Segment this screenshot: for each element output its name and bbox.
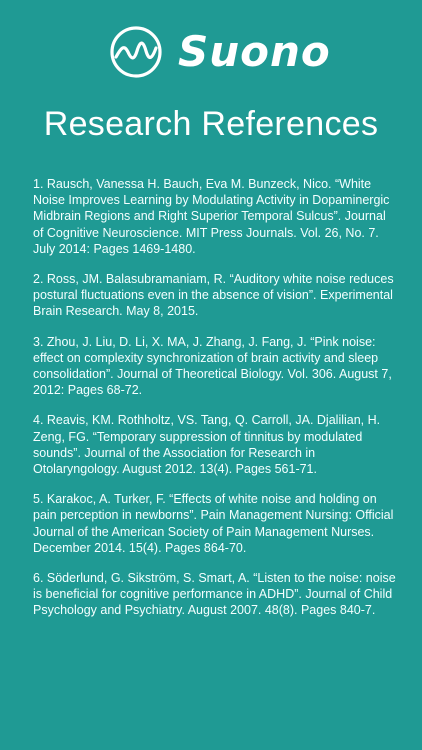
reference-item-2: 2. Ross, JM. Balasubramaniam, R. “Auditory white noise reduces postural fluctuations even in the absence of vision”. Experimental Brain Research. May 8, 2015. [33,272,394,319]
brand-name: Suono [178,27,331,76]
wave-circle-icon [108,24,164,80]
reference-item-1: 1. Rausch, Vanessa H. Bauch, Eva M. Bunzeck, Nico. “White Noise Improves Learning by Modulating Activity in Dopaminergic Midbrain Regions and Right Superior Temporal Sulcus”. Journal of Cognitive Neuroscience. MIT Press Journals. Vol. 26, No. 7. July 2014: Pages 1469-1480. [33,177,390,256]
brand-header [108,24,331,80]
reference-item-6: 6. Söderlund, G. Sikström, S. Smart, A. “Listen to the noise: noise is beneficial for cognitive performance in ADHD”. Journal of Child Psychology and Psychiatry. August 2007. 48(8). Pages 840-7. [33,571,396,618]
reference-item-3: 3. Zhou, J. Liu, D. Li, X. MA, J. Zhang, J. Fang, J. “Pink noise: effect on complexity synchronization of brain activity and sleep consolidation”. Journal of Theoretical Biology. Vol. 306. August 7, 2012: Pages 68-72. [33,334,392,398]
reference-item-4: 4. Reavis, KM. Rothholtz, VS. Tang, Q. Carroll, JA. Djalilian, H. Zeng, FG. “Temporary suppression of tinnitus by modulated sounds”. Journal of the Association for Research in Otolaryngology. August 2012. 13(4). Pages 561-71. [33,413,381,477]
reference-list [33,176,397,633]
reference-item-5: 5. Karakoc, A. Turker, F. “Effects of white noise and holding on pain perception in newborns”. Pain Management Nursing: Official Journal of the American Society of Pain Management Nurses. December 2014. 15(4). Pages 864-70. [33,492,394,555]
page-title: Research References [43,105,379,143]
